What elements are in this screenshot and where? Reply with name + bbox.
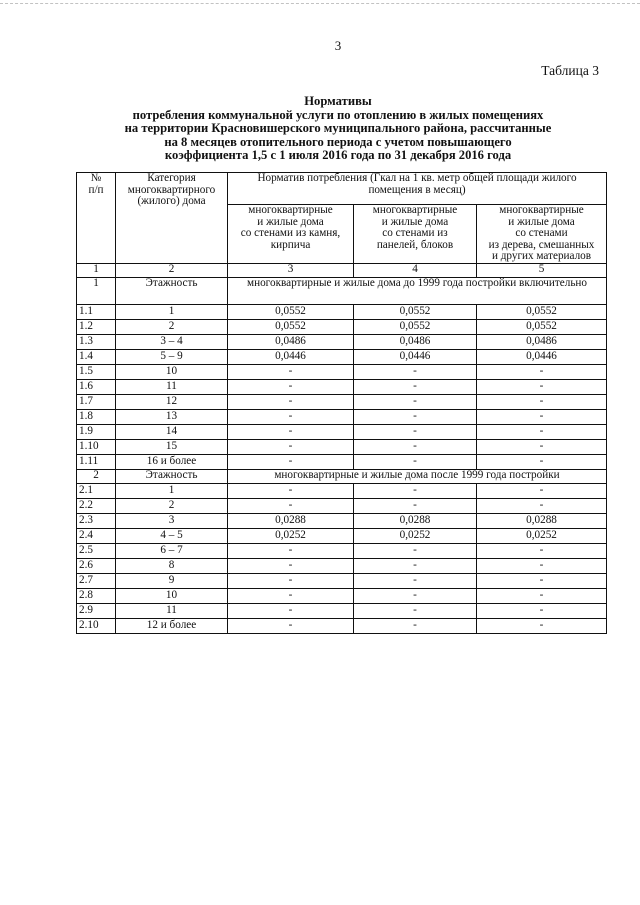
value-wood: 0,0486 (477, 334, 607, 349)
value-stone: - (228, 573, 354, 588)
value-wood: - (477, 379, 607, 394)
table-row (77, 364, 607, 379)
value-wood: - (477, 498, 607, 513)
table-row (77, 334, 607, 349)
row-floors: 9 (116, 573, 228, 588)
value-stone: - (228, 588, 354, 603)
row-floors: 10 (116, 364, 228, 379)
table-row (77, 588, 607, 603)
header-col-panel: многоквартирные и жилые дома со стенами из панелей, блоков (354, 205, 477, 264)
row-number: 2.2 (77, 498, 116, 513)
value-stone: - (228, 424, 354, 439)
value-panel: - (354, 454, 477, 469)
value-stone: - (228, 439, 354, 454)
row-number: 1.10 (77, 439, 116, 454)
row-number: 1.2 (77, 319, 116, 334)
value-stone: 0,0552 (228, 304, 354, 319)
table-row (77, 454, 607, 469)
value-stone: - (228, 394, 354, 409)
row-floors: 6 – 7 (116, 543, 228, 558)
value-panel: - (354, 618, 477, 633)
section-description: многоквартирные и жилые дома после 1999 года постройки (228, 469, 607, 483)
row-floors: 12 (116, 394, 228, 409)
norms-table (76, 172, 607, 634)
value-stone: - (228, 618, 354, 633)
row-floors: 1 (116, 483, 228, 498)
value-stone: - (228, 379, 354, 394)
table-row (77, 498, 607, 513)
value-wood: 0,0552 (477, 319, 607, 334)
scan-artifact-line (0, 3, 640, 5)
value-stone: - (228, 454, 354, 469)
column-number: 2 (116, 263, 228, 277)
value-stone: 0,0486 (228, 334, 354, 349)
row-number: 2.3 (77, 513, 116, 528)
table-row (77, 379, 607, 394)
row-number: 1.4 (77, 349, 116, 364)
value-stone: - (228, 364, 354, 379)
value-stone: 0,0446 (228, 349, 354, 364)
title-line: коэффициента 1,5 с 1 июля 2016 года по 31 декабря 2016 года (164, 148, 512, 163)
value-wood: - (477, 618, 607, 633)
section-label: Этажность (116, 277, 228, 304)
value-panel: - (354, 498, 477, 513)
value-panel: - (354, 439, 477, 454)
column-number: 4 (354, 263, 477, 277)
value-panel: - (354, 573, 477, 588)
value-stone: - (228, 483, 354, 498)
row-number: 1.3 (77, 334, 116, 349)
section-description: многоквартирные и жилые дома до 1999 года постройки включительно (228, 277, 607, 304)
value-wood: - (477, 409, 607, 424)
value-stone: - (228, 558, 354, 573)
row-floors: 2 (116, 319, 228, 334)
value-wood: - (477, 588, 607, 603)
value-stone: - (228, 603, 354, 618)
value-panel: - (354, 379, 477, 394)
section-row (77, 469, 607, 483)
value-wood: - (477, 558, 607, 573)
row-floors: 11 (116, 603, 228, 618)
header-col-wood: многоквартирные и жилые дома со стенами из дерева, смешанных и других материалов (477, 205, 607, 264)
value-panel: 0,0446 (354, 349, 477, 364)
row-number: 1.8 (77, 409, 116, 424)
value-panel: 0,0552 (354, 319, 477, 334)
header-number: № п/п (77, 173, 116, 264)
document-title (60, 95, 616, 163)
value-wood: - (477, 394, 607, 409)
value-stone: - (228, 409, 354, 424)
row-floors: 2 (116, 498, 228, 513)
table-row (77, 409, 607, 424)
row-number: 1.1 (77, 304, 116, 319)
table-row (77, 424, 607, 439)
table-row (77, 349, 607, 364)
value-panel: 0,0486 (354, 334, 477, 349)
row-number: 2.9 (77, 603, 116, 618)
value-wood: - (477, 439, 607, 454)
row-number: 1.5 (77, 364, 116, 379)
value-panel: 0,0552 (354, 304, 477, 319)
row-floors: 3 – 4 (116, 334, 228, 349)
row-number: 1.6 (77, 379, 116, 394)
column-number: 3 (228, 263, 354, 277)
row-floors: 11 (116, 379, 228, 394)
value-wood: - (477, 483, 607, 498)
row-number: 2.7 (77, 573, 116, 588)
row-floors: 3 (116, 513, 228, 528)
value-panel: - (354, 558, 477, 573)
value-wood: - (477, 424, 607, 439)
title-line: на территории Красновишерского муниципального района, рассчитанные (124, 121, 552, 136)
page-number: 3 (334, 38, 342, 53)
row-number: 2.6 (77, 558, 116, 573)
row-number: 2.10 (77, 618, 116, 633)
column-number: 5 (477, 263, 607, 277)
table-row (77, 573, 607, 588)
table-row (77, 618, 607, 633)
value-wood: - (477, 364, 607, 379)
column-number: 1 (77, 263, 116, 277)
row-floors: 16 и более (116, 454, 228, 469)
table-row (77, 304, 607, 319)
section-label: Этажность (116, 469, 228, 483)
table-row (77, 558, 607, 573)
value-wood: 0,0252 (477, 528, 607, 543)
value-panel: - (354, 588, 477, 603)
section-number: 2 (77, 469, 116, 483)
table-row (77, 319, 607, 334)
value-stone: - (228, 543, 354, 558)
title-line: на 8 месяцев отопительного периода с учетом повышающего (164, 134, 512, 149)
header-category: Категория многоквартирного (жилого) дома (116, 173, 228, 264)
value-panel: - (354, 603, 477, 618)
section-row (77, 277, 607, 304)
table-row (77, 528, 607, 543)
row-floors: 15 (116, 439, 228, 454)
row-floors: 12 и более (116, 618, 228, 633)
value-panel: - (354, 409, 477, 424)
value-wood: - (477, 454, 607, 469)
row-number: 2.4 (77, 528, 116, 543)
row-floors: 13 (116, 409, 228, 424)
section-number: 1 (77, 277, 116, 304)
table-row (77, 513, 607, 528)
value-wood: - (477, 543, 607, 558)
value-panel: 0,0252 (354, 528, 477, 543)
table-row (77, 483, 607, 498)
row-number: 2.5 (77, 543, 116, 558)
value-panel: 0,0288 (354, 513, 477, 528)
value-wood: 0,0288 (477, 513, 607, 528)
row-floors: 14 (116, 424, 228, 439)
value-stone: 0,0252 (228, 528, 354, 543)
header-col-stone: многоквартирные и жилые дома со стенами из камня, кирпича (228, 205, 354, 264)
row-floors: 5 – 9 (116, 349, 228, 364)
row-floors: 8 (116, 558, 228, 573)
row-number: 1.9 (77, 424, 116, 439)
value-wood: - (477, 573, 607, 588)
table-row (77, 543, 607, 558)
row-number: 1.11 (77, 454, 116, 469)
value-panel: - (354, 424, 477, 439)
value-stone: - (228, 498, 354, 513)
value-panel: - (354, 543, 477, 558)
row-floors: 10 (116, 588, 228, 603)
title-line: потребления коммунальной услуги по отоплению в жилых помещениях (132, 107, 544, 122)
header-norm: Норматив потребления (Гкал на 1 кв. метр общей площади жилого помещения в месяц) (228, 173, 607, 205)
value-wood: 0,0446 (477, 349, 607, 364)
title-line: Нормативы (304, 94, 372, 108)
value-panel: - (354, 394, 477, 409)
table-label: Таблица 3 (541, 63, 599, 78)
value-panel: - (354, 364, 477, 379)
row-floors: 1 (116, 304, 228, 319)
value-stone: 0,0552 (228, 319, 354, 334)
row-number: 2.8 (77, 588, 116, 603)
value-wood: 0,0552 (477, 304, 607, 319)
value-panel: - (354, 483, 477, 498)
value-stone: 0,0288 (228, 513, 354, 528)
row-number: 2.1 (77, 483, 116, 498)
table-row (77, 439, 607, 454)
table-row (77, 394, 607, 409)
table-row (77, 603, 607, 618)
row-number: 1.7 (77, 394, 116, 409)
value-wood: - (477, 603, 607, 618)
row-floors: 4 – 5 (116, 528, 228, 543)
